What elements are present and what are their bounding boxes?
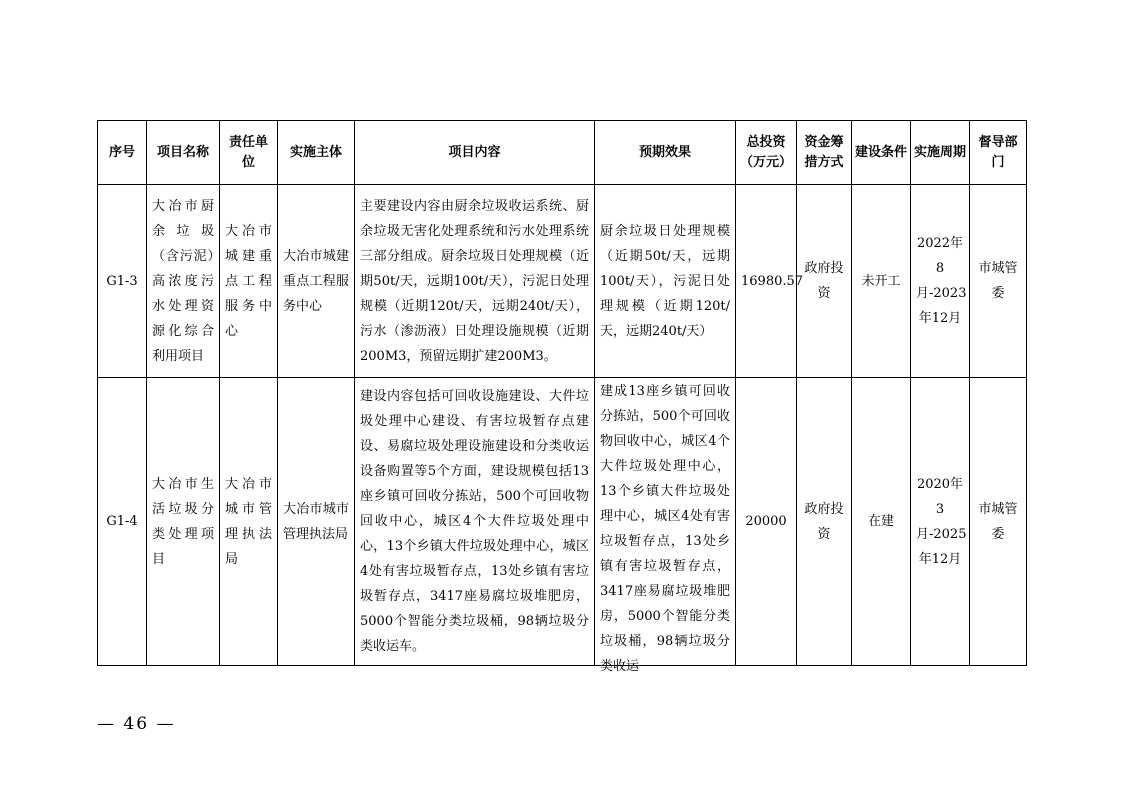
- page-number: — 46 —: [97, 714, 176, 734]
- header-cell: 序号: [98, 121, 147, 185]
- header-cell: 责任单位: [220, 121, 278, 185]
- table-row: [98, 185, 1027, 378]
- implementation-period: 2022年8月-2023年12月: [911, 185, 970, 378]
- header-cell: 预期效果: [595, 121, 736, 185]
- project-content: 建设内容包括可回收设施建设、大件垃圾处理中心建设、有害垃圾暂存点建设、易腐垃圾处理设施建设和分类收运设备购置等5个方面，建设规模包括13座乡镇可回收分拣站，500个可回收物回收中心，城区4个大件垃圾处理中心，13个乡镇大件垃圾处理中心，城区4处有害垃圾暂存点，13处乡镇有害垃圾暂存点，3417座易腐垃圾堆肥房，5000个智能分类垃圾桶，98辆垃圾分类收运车。: [355, 378, 595, 666]
- expected-effect: 建成13座乡镇可回收分拣站，500个可回收物回收中心，城区4个大件垃圾处理中心，13个乡镇大件垃圾处理中心，城区4处有害垃圾暂存点，13处乡镇有害垃圾暂存点，3417座易腐垃圾堆肥房，5000个智能分类垃圾桶，98辆垃圾分类收运: [600, 383, 730, 674]
- total-investment: 16980.57: [736, 185, 797, 378]
- total-investment: 20000: [736, 378, 797, 666]
- header-cell: 总投资（万元）: [736, 121, 797, 185]
- implementing-entity: 大冶市城市管理执法局: [278, 378, 355, 666]
- header-cell: 项目名称: [147, 121, 220, 185]
- project-name: 大冶市生活垃圾分类处理项目: [147, 378, 220, 666]
- header-cell: 督导部门: [970, 121, 1027, 185]
- table-header-row: [98, 121, 1027, 185]
- project-id: G1-4: [98, 378, 147, 666]
- supervising-department: 市城管委: [970, 378, 1027, 666]
- header-cell: 实施周期: [911, 121, 970, 185]
- project-content: 主要建设内容由厨余垃圾收运系统、厨余垃圾无害化处理系统和污水处理系统三部分组成。厨余垃圾日处理规模（近期50t/天，远期100t/天），污泥日处理规模（近期120t/天，远期240t/天），污水（渗沥液）日处理设施规模（近期200M3，预留远期扩建200M3。: [355, 185, 595, 378]
- funding-method: 政府投资: [797, 378, 852, 666]
- project-table: [97, 120, 1027, 674]
- header-cell: 建设条件: [852, 121, 911, 185]
- header-cell: 资金筹措方式: [797, 121, 852, 185]
- supervising-department: 市城管委: [970, 185, 1027, 378]
- table-row: [98, 378, 1027, 666]
- expected-effect-cell: [595, 378, 736, 674]
- construction-condition: 未开工: [852, 185, 911, 378]
- responsible-unit: 大冶市城市管理执法局: [220, 378, 278, 666]
- expected-effect: 厨余垃圾日处理规模（近期50t/天，远期100t/天），污泥日处理规模（近期120t/天，远期240t/天）: [595, 185, 736, 378]
- project-id: G1-3: [98, 185, 147, 378]
- implementing-entity: 大冶市城建重点工程服务中心: [278, 185, 355, 378]
- header-cell: 项目内容: [355, 121, 595, 185]
- responsible-unit: 大冶市城建重点工程服务中心: [220, 185, 278, 378]
- funding-method: 政府投资: [797, 185, 852, 378]
- header-cell: 实施主体: [278, 121, 355, 185]
- construction-condition: 在建: [852, 378, 911, 666]
- project-name: 大冶市厨余垃圾（含污泥）高浓度污水处理资源化综合利用项目: [147, 185, 220, 378]
- implementation-period: 2020年3月-2025年12月: [911, 378, 970, 666]
